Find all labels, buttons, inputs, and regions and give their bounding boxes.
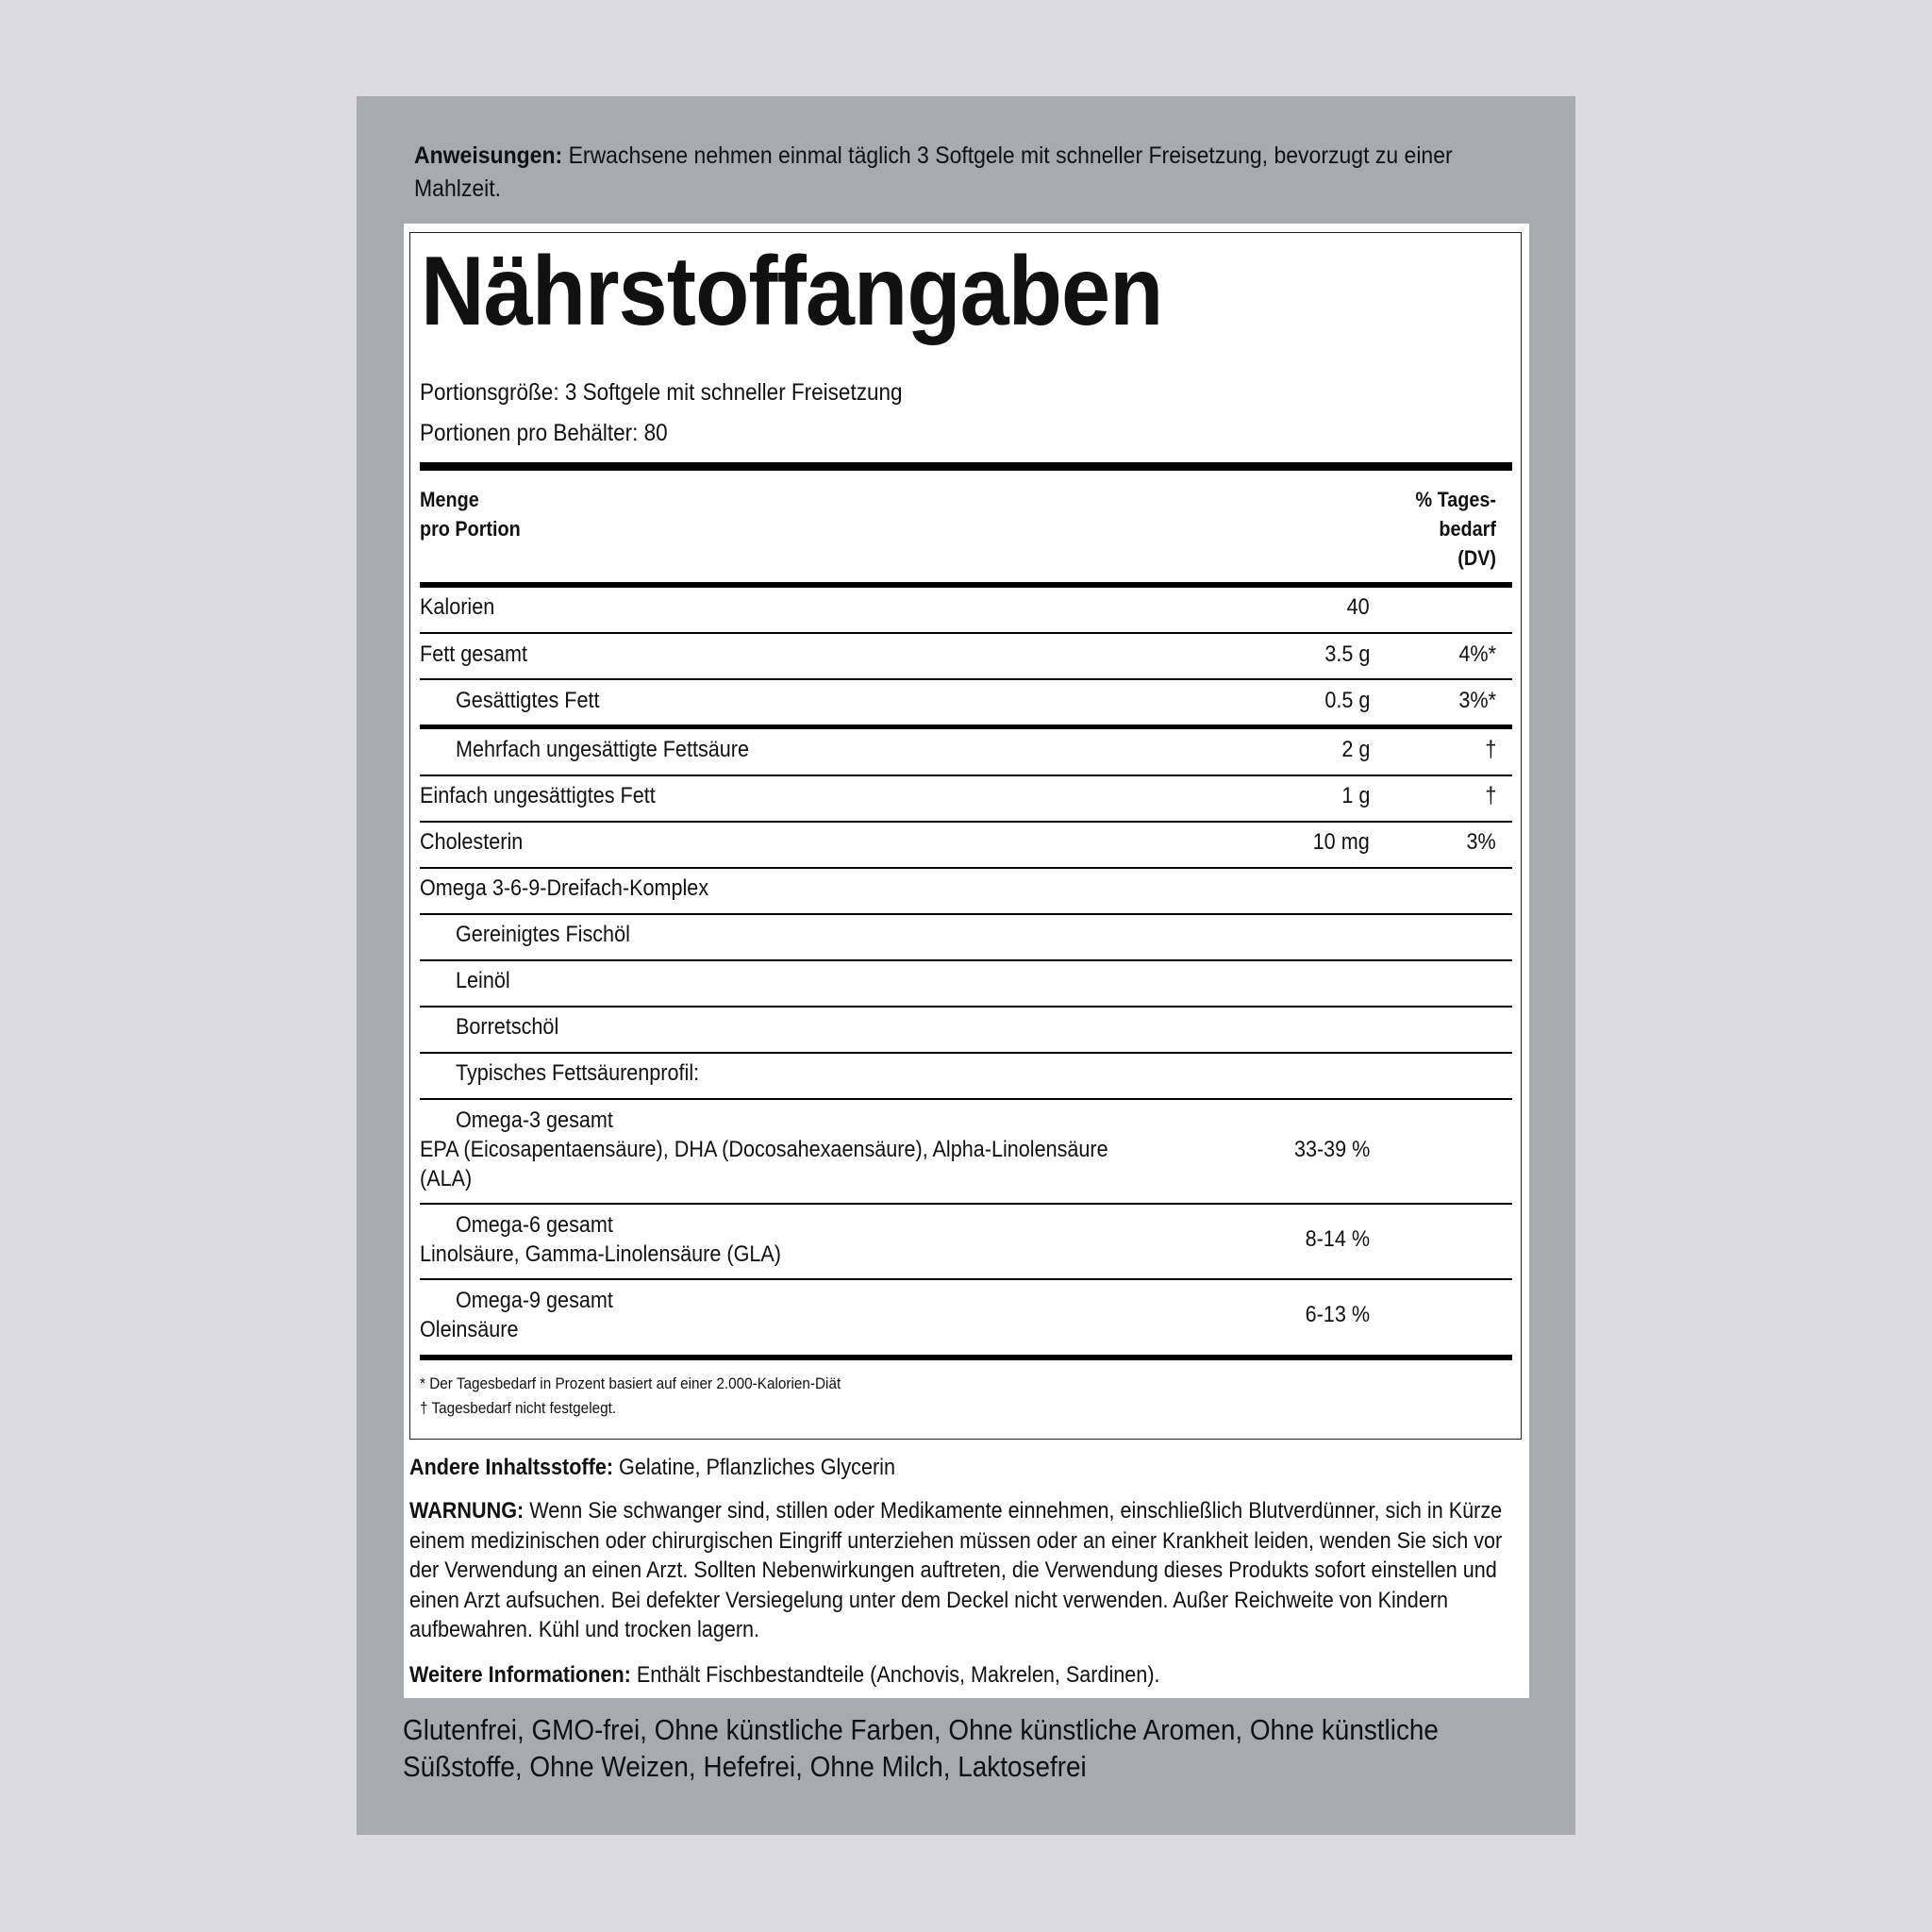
nutrient-label: Gesättigtes Fett — [456, 688, 600, 713]
other-ingredients: Andere Inhaltsstoffe: Gelatine, Pflanzliches Glycerin — [409, 1455, 895, 1480]
omega9-amount: 6-13 % — [1305, 1302, 1370, 1327]
row-divider — [420, 1278, 1512, 1280]
row-divider — [420, 959, 1512, 961]
row-divider — [420, 867, 1512, 869]
nutrient-amount: 10 mg — [1312, 829, 1370, 855]
nutrient-amount: 2 g — [1341, 737, 1370, 762]
row-divider — [420, 821, 1512, 823]
omega6-line1: Linolsäure, Gamma-Linolensäure (GLA) — [420, 1241, 781, 1267]
warning-label: WARNUNG: — [409, 1498, 525, 1524]
row-divider — [420, 678, 1512, 680]
nutrient-label: Kalorien — [420, 594, 495, 620]
free-from-list: Glutenfrei, GMO-frei, Ohne künstliche Farben, Ohne künstliche Aromen, Ohne künstliche Süßstoffe, Ohne Weizen, Hefefrei, Ohne Milch, Laktosefrei — [403, 1713, 1439, 1783]
nutrient-label: Fett gesamt — [420, 641, 528, 667]
facts-title: Nährstoffangaben — [421, 237, 1163, 346]
omega9-line1: Oleinsäure — [420, 1317, 519, 1342]
omega3-title: Omega-3 gesamt — [456, 1108, 613, 1133]
omega3-line1: EPA (Eicosapentaensäure), DHA (Docosahexaensäure), Alpha-Linolensäure — [420, 1137, 1108, 1162]
thick-rule-top — [420, 462, 1512, 471]
header-amount: Menge pro Portion — [420, 488, 521, 541]
nutrient-label: Omega 3-6-9-Dreifach-Komplex — [420, 875, 709, 901]
nutrient-amount: 1 g — [1341, 783, 1370, 808]
header-dv: % Tages- bedarf (DV) — [1415, 488, 1496, 570]
omega3-line2: (ALA) — [420, 1166, 473, 1191]
nutrient-dv: 3%* — [1458, 688, 1496, 713]
thick-rule-header — [420, 582, 1512, 588]
omega9-title: Omega-9 gesamt — [456, 1288, 613, 1313]
directions-label: Anweisungen: — [414, 142, 563, 169]
nutrient-amount: 3.5 g — [1324, 641, 1370, 667]
omega3-amount: 33-39 % — [1293, 1137, 1370, 1162]
omega6-amount: 8-14 % — [1305, 1226, 1370, 1252]
nutrient-label: Cholesterin — [420, 829, 524, 855]
serving-size: Portionsgröße: 3 Softgele mit schneller Freisetzung — [420, 379, 903, 406]
warning-text: WARNUNG: Wenn Sie schwanger sind, stillen oder Medikamente einnehmen, einschließlich Blutverdünner, sich in Kürze einem medizinischen oder chirurgischen Eingriff unterziehen müssen oder an einer Krankheit leiden, wenden Sie sich vor der Verwendung an einen Arzt. Sollten Nebenwirkungen auftreten, die Verwendung dieses Produkts sofort einstellen und einen Arzt aufsuchen. Bei defekter Versiegelung unter dem Deckel nicht verwenden. Außer Reichweite von Kindern aufbewahren. Kühl und trocken lagern. — [409, 1498, 1503, 1642]
other-ingredients-label: Andere Inhaltsstoffe: — [409, 1455, 614, 1480]
medium-rule — [420, 724, 1512, 729]
nutrient-amount: 0.5 g — [1324, 688, 1370, 713]
row-divider — [420, 774, 1512, 776]
nutrient-label: Mehrfach ungesättigte Fettsäure — [456, 737, 749, 762]
footnote-dv: * Der Tagesbedarf in Prozent basiert auf einer 2.000-Kalorien-Diät — [420, 1374, 841, 1392]
servings-per-container: Portionen pro Behälter: 80 — [420, 420, 668, 446]
nutrient-dv: † — [1484, 783, 1496, 808]
nutrient-label: Leinöl — [456, 968, 510, 993]
footnote-dagger: † Tagesbedarf nicht festgelegt. — [420, 1399, 617, 1417]
nutrient-amount: 40 — [1346, 594, 1370, 620]
row-divider — [420, 1098, 1512, 1100]
directions-body: Erwachsene nehmen einmal täglich 3 Softgele mit schneller Freisetzung, bevorzugt zu einer Mahlzeit. — [414, 142, 1453, 202]
row-divider — [420, 1203, 1512, 1205]
more-info: Weitere Informationen: Enthält Fischbestandteile (Anchovis, Makrelen, Sardinen). — [409, 1662, 1160, 1688]
row-divider — [420, 1052, 1512, 1054]
nutrient-label: Borretschöl — [456, 1014, 559, 1040]
row-divider — [420, 913, 1512, 915]
nutrient-label: Gereinigtes Fischöl — [456, 922, 630, 947]
thick-rule-bottom — [420, 1355, 1512, 1360]
row-divider — [420, 1006, 1512, 1008]
nutrient-dv: 3% — [1466, 829, 1496, 855]
row-divider — [420, 632, 1512, 634]
directions-text — [414, 140, 1499, 206]
omega6-title: Omega-6 gesamt — [456, 1212, 613, 1238]
nutrient-dv: † — [1484, 737, 1496, 762]
nutrient-label: Typisches Fettsäurenprofil: — [456, 1060, 700, 1086]
nutrient-dv: 4%* — [1458, 641, 1496, 667]
nutrient-label: Einfach ungesättigtes Fett — [420, 783, 656, 808]
more-info-label: Weitere Informationen: — [409, 1662, 631, 1688]
